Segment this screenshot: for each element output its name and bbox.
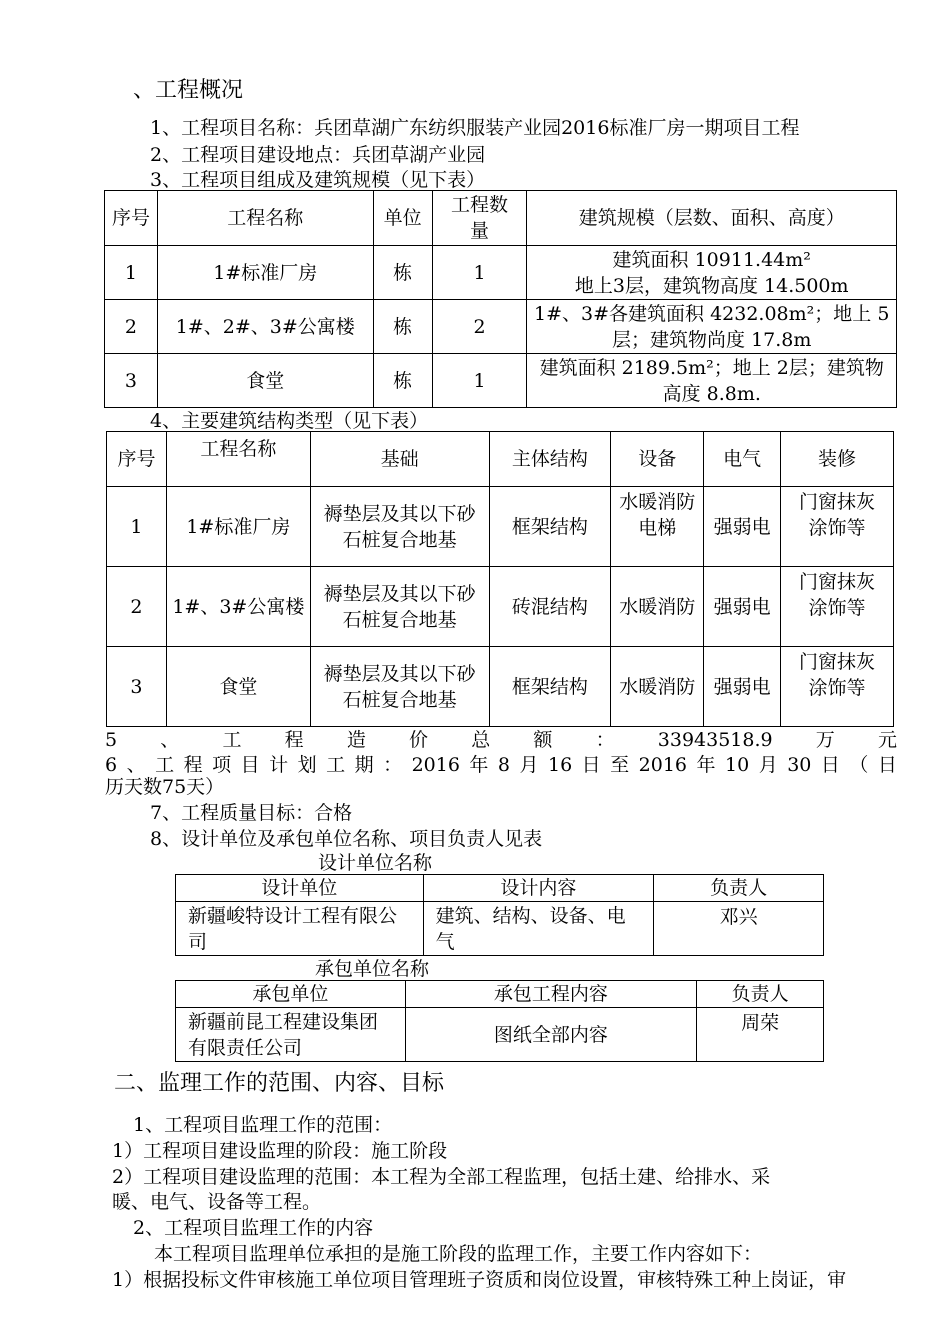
- word: 年: [469, 754, 489, 776]
- cell-line: 司: [188, 930, 208, 953]
- item-units: 8、设计单位及承包单位名称、项目负责人见表: [150, 828, 543, 850]
- contractor-table: [175, 980, 824, 1062]
- table-row: [176, 1008, 824, 1062]
- word: 造: [346, 729, 366, 751]
- word: 工: [222, 729, 242, 751]
- word: 月: [519, 754, 539, 776]
- cell-name: 1#、3#公寓楼: [166, 567, 310, 647]
- cell-line: 建筑、结构、设备、电: [435, 904, 626, 927]
- contractor-caption: 承包单位名称: [315, 958, 430, 980]
- paragraph: 1）根据投标文件审核施工单位项目管理班子资质和岗位设置，审核特殊工种上岗证，审: [112, 1269, 847, 1291]
- table-row: [105, 300, 897, 354]
- cell-line: 石桩复合地基: [342, 528, 457, 551]
- item-project-name: 1、工程项目名称：兵团草湖广东纺织服装产业园2016标准厂房一期项目工程: [150, 117, 800, 139]
- structure-table: [106, 431, 894, 727]
- cell-electric: 强弱电: [704, 487, 781, 567]
- item-project-period-cont: 历天数75天）: [105, 776, 225, 798]
- word: 日: [877, 754, 897, 776]
- table-header-row: [107, 432, 894, 487]
- word: 至: [610, 754, 630, 776]
- table-row: [105, 246, 897, 300]
- cell-line: 褥垫层及其以下砂: [323, 582, 476, 605]
- word: 年: [696, 754, 716, 776]
- col-header: 工程名称: [166, 432, 310, 487]
- design-caption: 设计单位名称: [318, 852, 433, 874]
- cell-structure: 框架结构: [489, 487, 611, 567]
- col-header: 序号: [107, 432, 167, 487]
- cell-structure: 框架结构: [489, 647, 611, 727]
- word: 月: [758, 754, 778, 776]
- cell-line: 新疆峻特设计工程有限公: [188, 904, 398, 927]
- col-header: 基础: [310, 432, 489, 487]
- cell-electric: 强弱电: [704, 567, 781, 647]
- cell-no: 2: [107, 567, 167, 647]
- cell-line: 石桩复合地基: [342, 688, 457, 711]
- word: （: [849, 754, 869, 776]
- word: 额: [533, 729, 553, 751]
- table-row: [176, 902, 824, 956]
- item-project-cost: [105, 731, 897, 750]
- paragraph: 2）工程项目建设监理的范围：本工程为全部工程监理，包括土建、给排水、采: [112, 1166, 771, 1188]
- table-header-row: [176, 875, 824, 902]
- col-header: 工程名称: [157, 191, 373, 246]
- cell-name: 食堂: [166, 647, 310, 727]
- cell-scale: [527, 300, 897, 354]
- cell-unit: 栋: [373, 354, 432, 408]
- word: 16: [548, 754, 573, 776]
- cell-equipment: 水暖消防: [611, 647, 704, 727]
- paragraph: 1）工程项目建设监理的阶段：施工阶段: [112, 1140, 448, 1162]
- word: 2016: [411, 754, 460, 776]
- word: 30: [787, 754, 812, 776]
- cell-line: 高度 8.8m.: [662, 382, 761, 405]
- table-row: [107, 567, 894, 647]
- cell-equipment: 水暖消防: [611, 567, 704, 647]
- cell-decoration: [781, 647, 894, 727]
- col-header: 负责人: [697, 981, 824, 1008]
- cell-line: 褥垫层及其以下砂: [323, 662, 476, 685]
- cell-contractor-unit: [176, 1008, 406, 1062]
- col-header: 序号: [105, 191, 158, 246]
- word: 总: [471, 729, 491, 751]
- col-header: 承包工程内容: [405, 981, 697, 1008]
- word: 价: [409, 729, 429, 751]
- col-header: 承包单位: [176, 981, 406, 1008]
- cell-no: 1: [105, 246, 158, 300]
- cell-design-unit: [176, 902, 424, 956]
- cell-contractor-content: 图纸全部内容: [405, 1008, 697, 1062]
- cell-line: 建筑面积 10911.44m²: [612, 248, 811, 271]
- word: 元: [877, 729, 897, 751]
- paragraph: 本工程项目监理单位承担的是施工阶段的监理工作，主要工作内容如下：: [154, 1243, 763, 1265]
- item-project-period: [105, 756, 897, 775]
- cell-no: 2: [105, 300, 158, 354]
- cell-line: 涂饰等: [808, 677, 866, 699]
- cell-person: 邓兴: [654, 902, 824, 956]
- item-project-location: 2、工程项目建设地点：兵团草湖产业园: [150, 144, 486, 166]
- word: 6: [105, 754, 118, 776]
- paragraph: 暖、电气、设备等工程。: [112, 1191, 322, 1213]
- word: ：: [595, 729, 615, 751]
- word: 8: [497, 754, 511, 776]
- cell-line: 石桩复合地基: [342, 608, 457, 631]
- composition-table: [104, 190, 897, 408]
- cell-line: 有限责任公司: [188, 1036, 303, 1059]
- cell-line: 门窗抹灰: [799, 651, 876, 673]
- cell-line: 门窗抹灰: [799, 491, 876, 513]
- cell-unit: 栋: [373, 246, 432, 300]
- col-header: 建筑规模（层数、面积、高度）: [527, 191, 897, 246]
- cell-qty: 1: [432, 246, 527, 300]
- cell-base: [310, 487, 489, 567]
- cell-structure: 砖混结构: [489, 567, 611, 647]
- cell-name: 食堂: [157, 354, 373, 408]
- cell-name: 1#标准厂房: [166, 487, 310, 567]
- word: 、: [160, 729, 180, 751]
- cell-unit: 栋: [373, 300, 432, 354]
- cell-base: [310, 567, 489, 647]
- cell-scale: [527, 246, 897, 300]
- cell-person: 周荣: [697, 1008, 824, 1062]
- word: 工: [326, 754, 346, 776]
- word: 日: [581, 754, 601, 776]
- paragraph: 1、工程项目监理工作的范围：: [133, 1114, 393, 1136]
- table-row: [107, 487, 894, 567]
- cell-line: 水暖消防: [619, 491, 696, 513]
- word: 项: [212, 754, 232, 776]
- cell-line: 建筑面积 2189.5m²；地上 2层；建筑物: [539, 356, 884, 379]
- cell-no: 3: [105, 354, 158, 408]
- cell-line: 气: [435, 930, 455, 953]
- cell-no: 3: [107, 647, 167, 727]
- cell-line: 新疆前昆工程建设集团: [188, 1010, 379, 1033]
- word: 5: [105, 729, 118, 751]
- word: 目: [240, 754, 260, 776]
- item-structure-types: 4、主要建筑结构类型（见下表）: [150, 410, 429, 432]
- cell-qty: 1: [432, 354, 527, 408]
- cell-line: 涂饰等: [808, 517, 866, 539]
- cell-line: 1#、3#各建筑面积 4232.08m²；地上 5: [534, 302, 890, 325]
- word: ：: [383, 754, 403, 776]
- section-heading: 二、监理工作的范围、内容、目标: [114, 1071, 445, 1096]
- cell-name: 1#标准厂房: [157, 246, 373, 300]
- cell-name: 1#、2#、3#公寓楼: [157, 300, 373, 354]
- word: 程: [183, 754, 203, 776]
- item-quality-goal: 7、工程质量目标：合格: [150, 802, 353, 824]
- table-header-row: [105, 191, 897, 246]
- cell-design-content: [423, 902, 654, 956]
- col-header: 负责人: [654, 875, 824, 902]
- cell-scale: [527, 354, 897, 408]
- table-header-row: [176, 981, 824, 1008]
- paragraph: 2、工程项目监理工作的内容: [133, 1217, 374, 1239]
- word: 2016: [638, 754, 688, 776]
- cell-decoration: [781, 567, 894, 647]
- col-header: 设计单位: [176, 875, 424, 902]
- cell-line: 层；建筑物尚度 17.8m: [612, 328, 812, 351]
- word: 工: [155, 754, 175, 776]
- table-row: [107, 647, 894, 727]
- col-header: 单位: [373, 191, 432, 246]
- col-header: 主体结构: [489, 432, 611, 487]
- cell-line: 电梯: [638, 517, 677, 539]
- word: 33943518.9: [657, 729, 773, 751]
- word: 计: [269, 754, 289, 776]
- col-header: 电气: [704, 432, 781, 487]
- word: 10: [725, 754, 750, 776]
- word: 程: [284, 729, 304, 751]
- item-project-composition: 3、工程项目组成及建筑规模（见下表）: [150, 169, 486, 191]
- word: 万: [815, 729, 835, 751]
- cell-qty: 2: [432, 300, 527, 354]
- cell-electric: 强弱电: [704, 647, 781, 727]
- word: 期: [354, 754, 374, 776]
- cell-line: 涂饰等: [808, 597, 866, 619]
- word: 日: [820, 754, 840, 776]
- cell-decoration: [781, 487, 894, 567]
- design-table: [175, 874, 824, 956]
- cell-no: 1: [107, 487, 167, 567]
- col-header: 装修: [781, 432, 894, 487]
- cell-line: 褥垫层及其以下砂: [323, 502, 476, 525]
- col-header: 设备: [611, 432, 704, 487]
- col-header: 设计内容: [423, 875, 654, 902]
- section-heading: 、工程概况: [133, 78, 244, 103]
- cell-base: [310, 647, 489, 727]
- word: 、: [126, 754, 146, 776]
- cell-line: 门窗抹灰: [799, 571, 876, 593]
- cell-equipment: [611, 487, 704, 567]
- cell-line: 地上3层，建筑物高度 14.500m: [574, 274, 849, 297]
- col-header: 工程数量: [432, 191, 527, 246]
- word: 划: [297, 754, 317, 776]
- table-row: [105, 354, 897, 408]
